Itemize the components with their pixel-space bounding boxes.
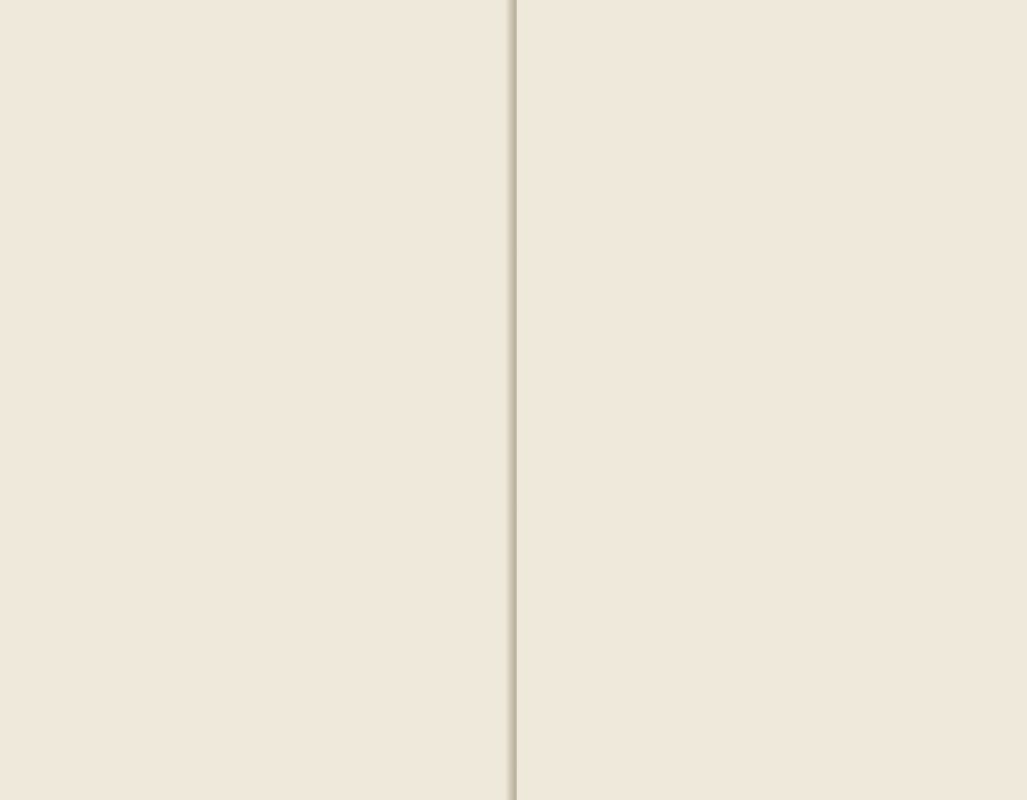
right-page: [517, 0, 1027, 800]
left-page: [0, 0, 510, 800]
